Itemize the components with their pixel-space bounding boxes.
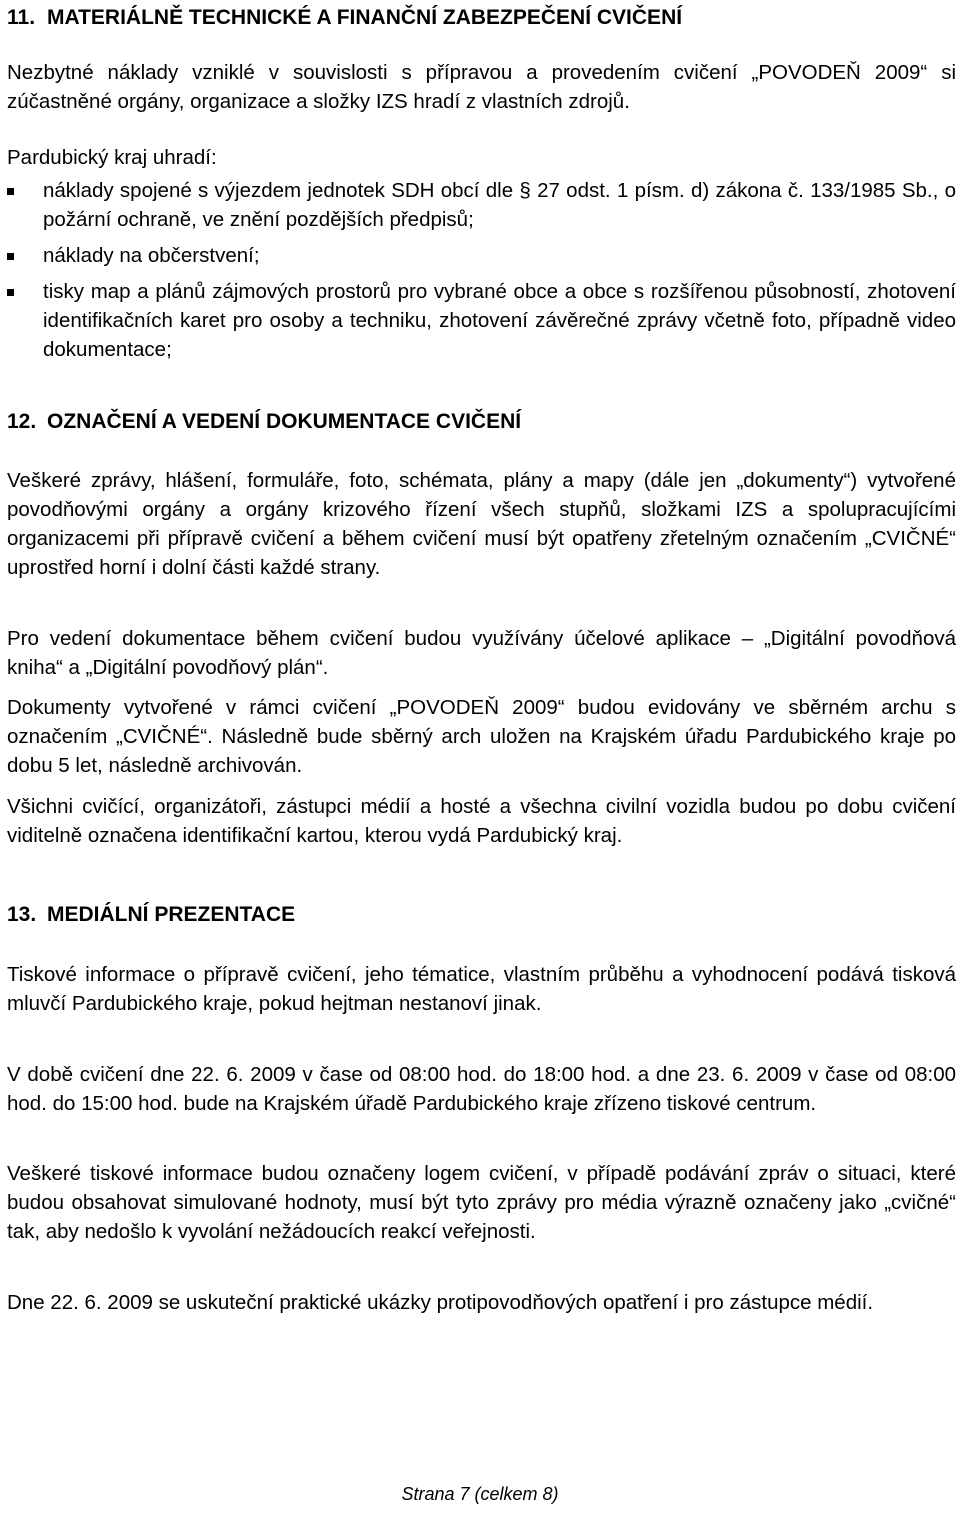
- section-13-paragraph: Tiskové informace o přípravě cvičení, jeho tématice, vlastním průběhu a vyhodnocení podává tisková mluvčí Pardubického kraje, pokud hejtman nestanoví jinak.: [7, 963, 956, 1015]
- section-13-title: MEDIÁLNÍ PREZENTACE: [47, 903, 296, 926]
- section-13-paragraph: V době cvičení dne 22. 6. 2009 v čase od 08:00 hod. do 18:00 hod. a dne 23. 6. 2009 v čase od 08:00 hod. do 15:00 hod. bude na Krajském úřadě Pardubického kraje zřízeno tiskové centrum.: [7, 1063, 956, 1115]
- section-11-intro: Nezbytné náklady vzniklé v souvislosti s přípravou a provedením cvičení „POVODEŇ 2009“ si zúčastněné orgány, organizace a složky IZS hradí z vlastních zdrojů.: [7, 61, 956, 113]
- section-12-title: OZNAČENÍ A VEDENÍ DOKUMENTACE CVIČENÍ: [47, 410, 522, 433]
- bullet-item-printing: tisky map a plánů zájmových prostorů pro vybrané obce a obce s rozšířenou působností, zhotovení identifikačních karet pro osoby a techniku, zhotovení závěrečné zprávy včetně foto, případně video dokumentace;: [7, 277, 956, 364]
- section-11-bullet-list-3: [7, 277, 956, 364]
- page-footer: Strana 7 (celkem 8): [401, 1484, 559, 1504]
- section-12-paragraph: Pro vedení dokumentace během cvičení budou využívány účelové aplikace – „Digitální povodňová kniha“ a „Digitální povodňový plán“.: [7, 627, 956, 679]
- section-13-paragraph: Veškeré tiskové informace budou označeny logem cvičení, v případě podávání zpráv o situaci, které budou obsahovat simulované hodnoty, musí být tyto zprávy pro média výrazně označeny jako „cvičné“ tak, aby nedošlo k vyvolání nežádoucích reakcí veřejnosti.: [7, 1162, 956, 1243]
- bullet-item-travel-costs: náklady spojené s výjezdem jednotek SDH obcí dle § 27 odst. 1 písm. d) zákona č. 133/1985 Sb., o požární ochraně, ve znění pozdějších předpisů;: [7, 176, 956, 234]
- section-13-number: 13.: [7, 903, 37, 926]
- section-11-title: MATERIÁLNĚ TECHNICKÉ A FINANČNÍ ZABEZPEČENÍ CVIČENÍ: [47, 6, 683, 29]
- section-13-paragraph: Dne 22. 6. 2009 se uskuteční praktické ukázky protipovodňových opatření i pro zástupce médií.: [7, 1291, 874, 1314]
- section-11-bullet-list-2: [7, 241, 956, 270]
- section-11-number: 11.: [7, 6, 36, 29]
- section-13-heading: [7, 900, 295, 929]
- section-12-paragraph: Všichni cvičící, organizátoři, zástupci médií a hosté a všechna civilní vozidla budou po dobu cvičení viditelně označena identifikační kartou, kterou vydá Pardubický kraj.: [7, 795, 956, 847]
- section-12-paragraph: Dokumenty vytvořené v rámci cvičení „POVODEŇ 2009“ budou evidovány ve sběrném archu s označením „CVIČNÉ“. Následně bude sběrný arch uložen na Krajském úřadu Pardubického kraje po dobu 5 let, následně archivován.: [7, 696, 956, 777]
- section-12-number: 12.: [7, 410, 37, 433]
- section-11-bullet-list-1: [7, 176, 956, 234]
- section-11-pays-label: Pardubický kraj uhradí:: [7, 146, 217, 169]
- section-12-paragraph: Veškeré zprávy, hlášení, formuláře, foto, schémata, plány a mapy (dále jen „dokumenty“) vytvořené povodňovými orgány a orgány krizového řízení všech stupňů, složkami IZS a spolupracujícími organizacemi při přípravě cvičení a během cvičení musí být opatřeny zřetelným označením „CVIČNÉ“ uprostřed horní i dolní části každé strany.: [7, 469, 956, 579]
- section-11-heading: [7, 3, 682, 32]
- bullet-item-refreshments: náklady na občerstvení;: [7, 241, 956, 270]
- section-12-heading: [7, 407, 521, 436]
